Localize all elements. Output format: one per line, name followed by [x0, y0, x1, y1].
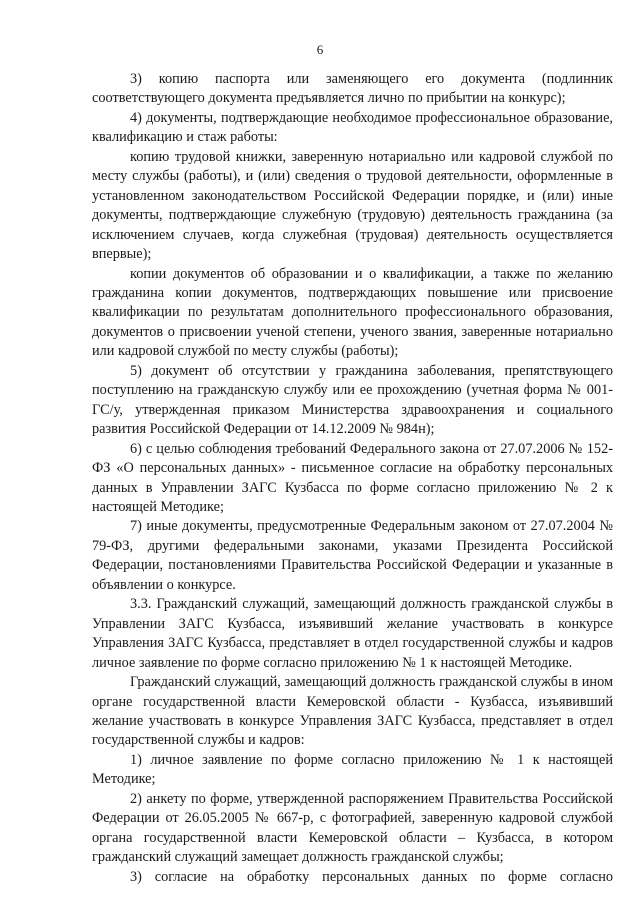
paragraph-medical-certificate: 5) документ об отсутствии у гражданина заболевания, препятствующего поступлению на гражданскую службу или ее прохождению (учетная форма № 001- ГС/у, утвержденная приказом Министерства здравоохранения и социального развития Российской Федерации от 14.12.2009 № 984н); [92, 362, 613, 438]
paragraph-questionnaire: 2) анкету по форме, утвержденной распоряжением Правительства Российской Федерации от 26.05.2005 № 667-р, с фотографией, заверенную кадровой службой органа государственной власти Кемеровской области – Кузбасса, в котором гражданский служащий замещает должность гражданской службы; [92, 790, 613, 866]
paragraph-other-body-servant: Гражданский служащий, замещающий должность гражданской службы в ином органе государственной власти Кемеровской области - Кузбасса, изъявивший желание участвовать в конкурсе Управления ЗАГС Кузбасса, представляет в отдел государственной службы и кадров: [92, 674, 613, 749]
paragraph-education-documents: 4) документы, подтверждающие необходимое профессиональное образование, квалификацию и стаж работы: [92, 109, 613, 146]
paragraph-personal-application: 1) личное заявление по форме согласно приложению № 1 к настоящей Методике; [92, 751, 613, 788]
paragraph-passport-copy: 3) копию паспорта или заменяющего его документа (подлинник соответствующего документа предъявляется лично по прибытии на конкурс); [92, 71, 613, 107]
page-number: 6 [316, 42, 324, 57]
paragraph-personal-data-consent: 6) с целью соблюдения требований Федерального закона от 27.07.2006 № 152-ФЗ «О персональных данных» - письменное согласие на обработку персональных данных в Управлении ЗАГС Кузбасса по форме согласно приложению № 2 к настоящей Методике; [92, 440, 613, 515]
paragraph-consent-continued: 3) согласие на обработку персональных данных по форме согласно [130, 868, 613, 885]
paragraph-other-documents: 7) иные документы, предусмотренные Федеральным законом от 27.07.2004 № 79-ФЗ, другими федеральными законами, указами Президента Российской Федерации, постановлениями Правительства Российской Федерации и указанные в объявлении о конкурсе. [92, 518, 613, 593]
paragraph-section-3-3: 3.3. Гражданский служащий, замещающий должность гражданской службы в Управлении ЗАГС Кузбасса, изъявивший желание участвовать в конкурсе Управления ЗАГС Кузбасса, представляет в отдел государственной службы и кадров личное заявление по форме согласно приложению № 1 к настоящей Методике. [92, 596, 613, 671]
paragraph-work-book-copy: копию трудовой книжки, заверенную нотариально или кадровой службой по месту службы (работы), и (или) сведения о трудовой деятельности, оформленные в установленном законодательством Российской Федерации порядке, и (или) иные документы, подтверждающие служебную (трудовую) деятельность гражданина (за исключением случаев, когда служебная (трудовая) деятельность осуществляется впервые); [92, 148, 613, 263]
paragraph-qualification-copies: копии документов об образовании и о квалификации, а также по желанию гражданина копии документов, подтверждающих повышение или присвоение квалификации по результатам дополнительного профессионального образования, документов о присвоении ученой степени, ученого звания, заверенные нотариально или кадровой службой по месту службы (работы); [92, 265, 613, 360]
document-body [92, 70, 613, 887]
